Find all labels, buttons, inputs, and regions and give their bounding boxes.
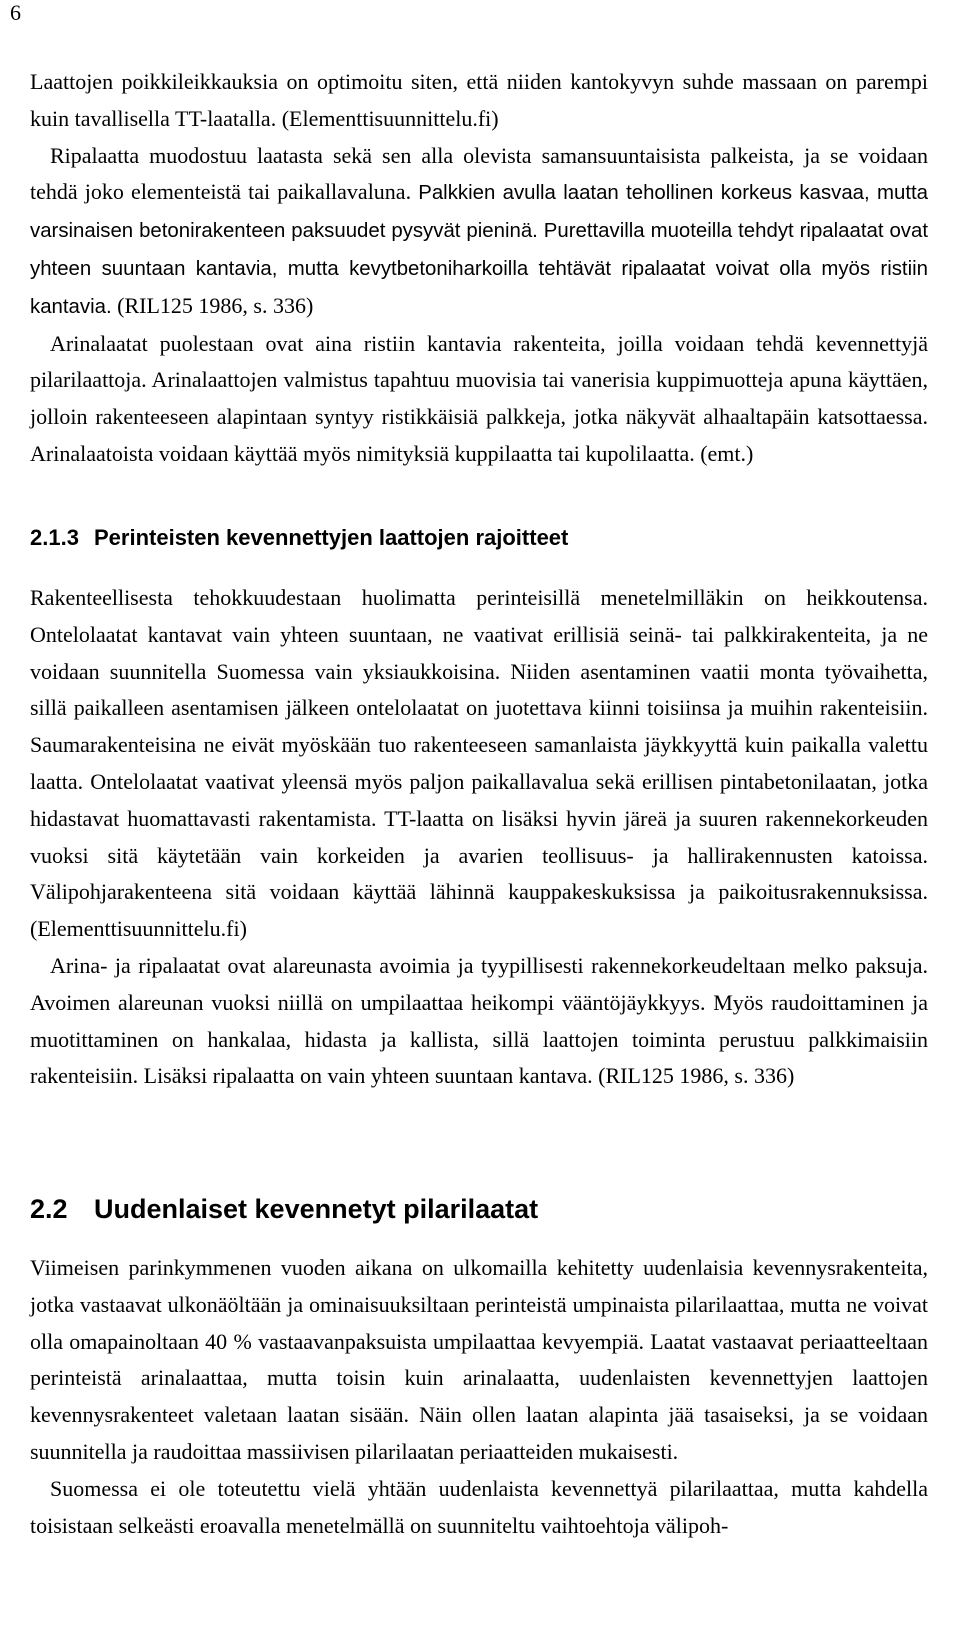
section-heading-2-1-3: [30, 524, 928, 552]
paragraph: Arina- ja ripalaatat ovat alareunasta avoimia ja tyypillisesti rakennekorkeudeltaan melko paksuja. Avoimen alareunan vuoksi niillä on umpilaattaa heikompi vääntöjäykkyys. Myös raudoittaminen ja muotittaminen on hankalaa, hidasta ja kallista, sillä laattojen toiminta perustuu palkkimaisiin rakenteisiin. Lisäksi ripalaatta on vain yhteen suuntaan kantava. (RIL125 1986, s. 336): [30, 952, 928, 1089]
paragraph: Rakenteellisesta tehokkuudestaan huolimatta perinteisillä menetelmilläkin on heikkoutensa. Ontelolaatat kantavat vain yhteen suuntaan, ne vaativat erillisiä seinä- tai palkkirakenteita, ja ne voidaan suunnitella Suomessa vain yksiaukkoisina. Niiden asentaminen vaatii monta työvaihetta, sillä paikalleen asentamisen jälkeen ontelolaatat on juotettava kiinni toisiinsa ja muihin rakenteisiin. Saumarakenteisina ne eivät myöskään tuo rakenteeseen samanlaista jäykkyyttä kuin paikalla valettu laatta. Ontelolaatat vaativat yleensä myös paljon paikallavalua sekä erillisen pintabetonilaatan, jotka hidastavat huomattavasti rakentamista. TT-laatta on lisäksi hyvin järeä ja suuren rakennekorkeuden vuoksi sitä käytetään vain korkeiden ja avarien teollisuus- ja hallirakennusten katoissa. Välipohjarakenteena sitä voidaan käyttää lähinnä kauppakeskuksissa ja paikoitusrakennuksissa. (Elementtisuunnittelu.fi): [30, 585, 928, 942]
section-title: Perinteisten kevennettyjen laattojen rajoitteet: [94, 525, 569, 550]
paragraph: Arinalaatat puolestaan ovat aina ristiin kantavia rakenteita, joilla voidaan tehdä kevennettyjä pilarilaattoja. Arinalaattojen valmistus tapahtuu muovisia tai vanerisia kuppimuotteja apuna käyttäen, jolloin rakenteeseen alapintaan syntyy ristikkäisiä palkkeja, jotka näkyvät alhaaltapäin katsottaessa. Arinalaatoista voidaan käyttää myös nimityksiä kuppilaatta tai kupolilaatta. (emt.): [30, 330, 928, 466]
page-number: 6: [10, 0, 21, 25]
body-text-block-2: [30, 580, 928, 1095]
citation: (RIL125 1986, s. 336): [117, 292, 314, 318]
body-text-block-1: [30, 64, 928, 473]
paragraph: Viimeisen parinkymmenen vuoden aikana on ulkomailla kehitetty uudenlaisia kevennysrakenteita, jotka vastaavat ulkonäöltään ja ominaisuuksiltaan perinteistä umpinaista pilarilaattaa, mutta ne voivat olla omapainoltaan 40 % vastaavanpaksuista umpilaattaa kevyempiä. Laatat vastaavat periaatteeltaan perinteistä arinalaattaa, mutta toisin kuin arinalaatta, uudenlaisten kevennettyjen laattojen kevennysrakenteet valetaan laatan sisään. Näin ollen laatan alapinta jää tasaiseksi, ja se voidaan suunnitella ja raudoittaa massiivisen pilarilaatan periaatteiden mukaisesti.: [30, 1255, 928, 1464]
section-title: Uudenlaiset kevennetyt pilarilaatat: [94, 1194, 539, 1224]
section-heading-2-2: [30, 1192, 928, 1226]
sentence: Palkkien avulla laatan tehollinen korkeus kasvaa, mutta varsinaisen betonirakenteen paksuudet pysyvät pieninä. Purettavilla muoteilla tehdyt ripalaatat ovat yhteen suuntaan kantavia, mutta kevytbetoniharkoilla tehtävät ripalaatat voivat olla myös ristiin kantavia.: [30, 182, 929, 318]
paragraph: [30, 138, 928, 326]
body-text-block-3: [30, 1250, 928, 1544]
sentence: Ripalaatta muodostuu laatasta sekä sen alla olevista samansuuntaisista palkeista, ja se voidaan tehdä joko elementeistä tai paikallavaluna.: [30, 142, 928, 205]
paragraph: Laattojen poikkileikkauksia on optimoitu siten, että niiden kantokyvyn suhde massaan on parempi kuin tavallisella TT-laatalla. (Elementtisuunnittelu.fi): [30, 69, 928, 131]
section-number: 2.2: [30, 1194, 68, 1224]
section-number: 2.1.3: [30, 525, 79, 550]
paragraph: Suomessa ei ole toteutettu vielä yhtään uudenlaista kevennettyä pilarilaattaa, mutta kahdella toisistaan selkeästi eroavalla menetelmällä on suunniteltu vaihtoehtoja välipoh-: [30, 1475, 928, 1538]
